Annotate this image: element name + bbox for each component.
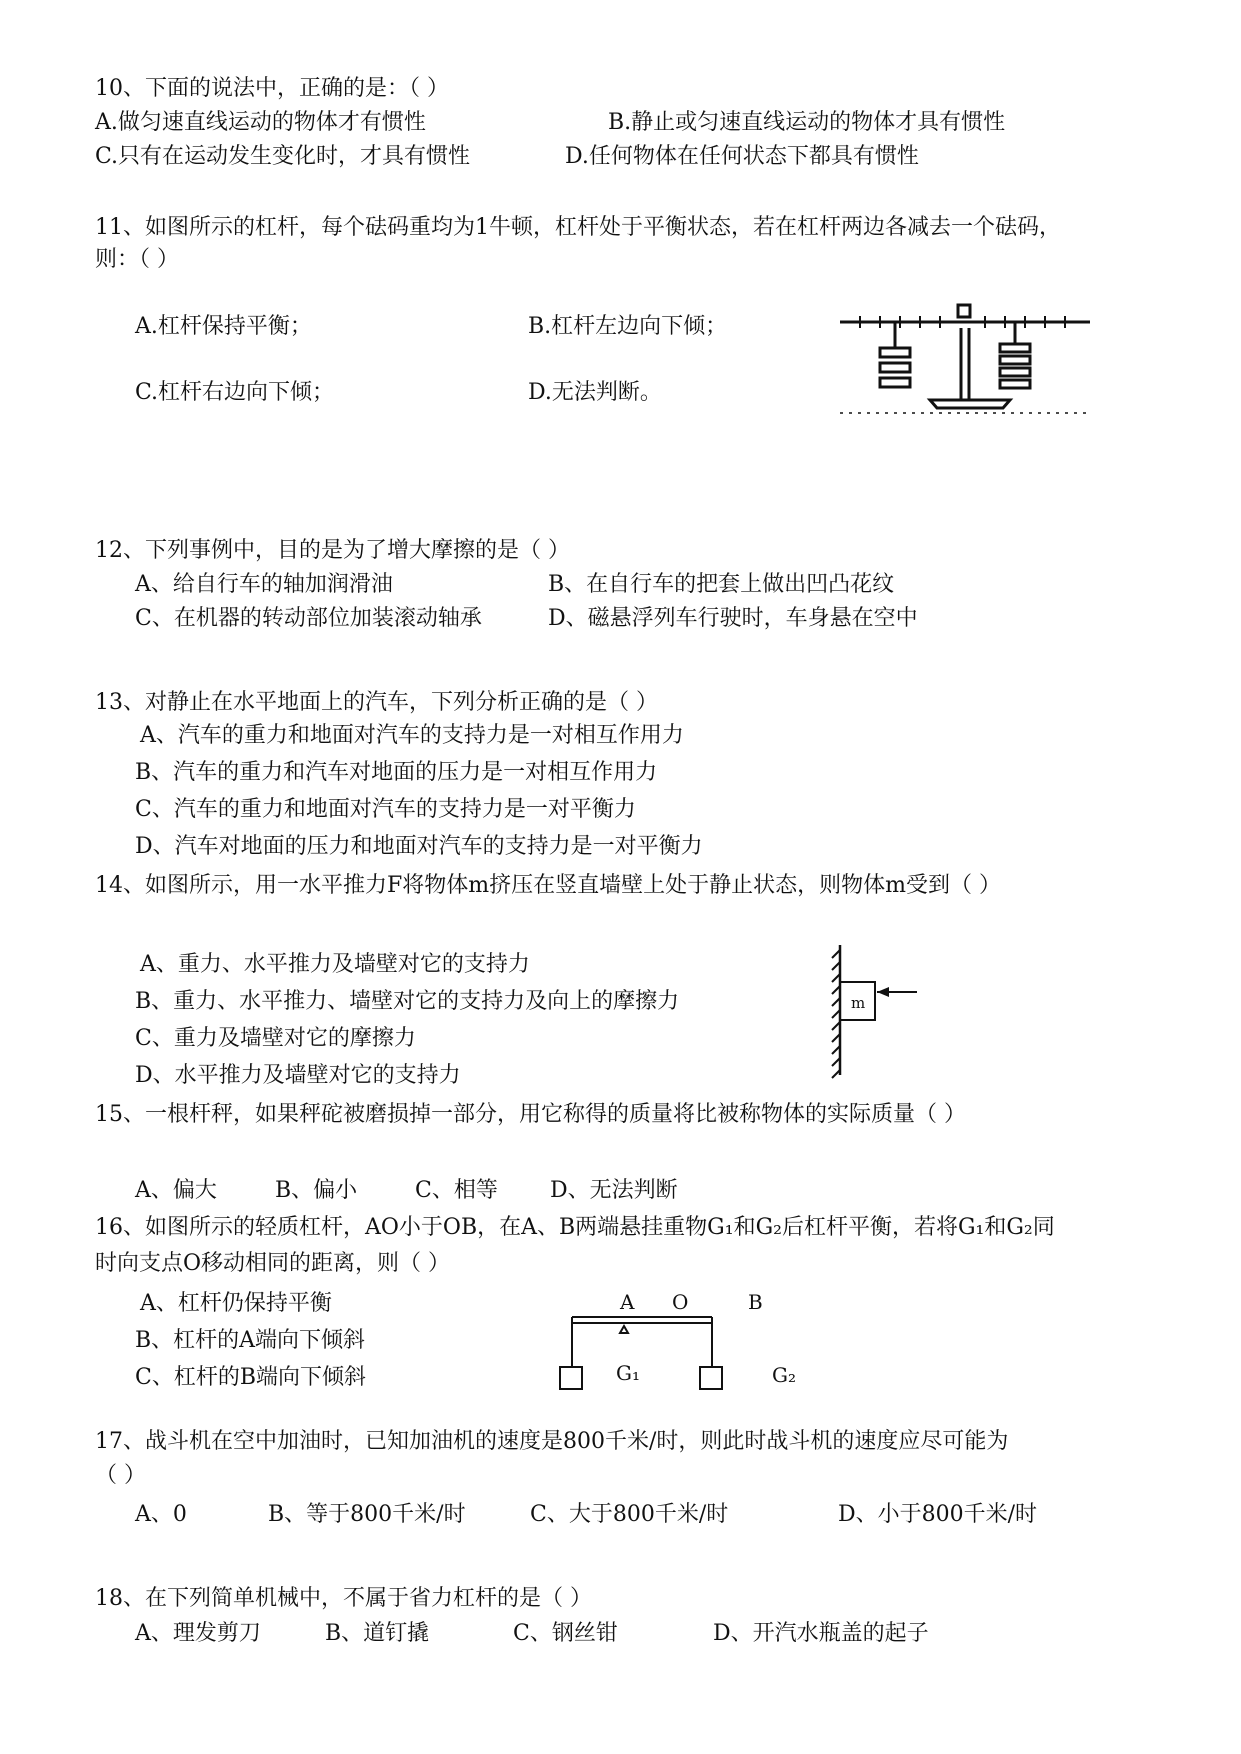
q14-option-a: A、重力、水平推力及墙壁对它的支持力	[140, 952, 530, 977]
q13-option-d: D、汽车对地面的压力和地面对汽车的支持力是一对平衡力	[135, 834, 703, 859]
q10-stem: 10、下面的说法中，正确的是：（ ）	[95, 76, 449, 101]
q13-stem: 13、对静止在水平地面上的汽车，下列分析正确的是（ ）	[95, 690, 658, 715]
lever-label-a: A	[620, 1290, 635, 1314]
q13-option-b: B、汽车的重力和汽车对地面的压力是一对相互作用力	[135, 760, 658, 785]
q16-option-b: B、杠杆的A端向下倾斜	[135, 1328, 366, 1353]
lever-label-b: B	[748, 1290, 763, 1314]
q14-stem: 14、如图所示，用一水平推力F将物体m挤压在竖直墙壁上处于静止状态，则物体m受到（ ）	[95, 873, 1001, 898]
q17-option-a: A、0	[135, 1502, 187, 1527]
q12-stem: 12、下列事例中，目的是为了增大摩擦的是（ ）	[95, 538, 570, 563]
q11-option-b: B.杠杆左边向下倾；	[528, 314, 728, 339]
q11-option-a: A.杠杆保持平衡；	[135, 314, 312, 339]
q10-option-a: A.做匀速直线运动的物体才有惯性	[95, 110, 426, 135]
q14-option-b: B、重力、水平推力、墙壁对它的支持力及向上的摩擦力	[135, 989, 680, 1014]
q18-option-d: D、开汽水瓶盖的起子	[713, 1621, 929, 1646]
q10-option-d: D.任何物体在任何状态下都具有惯性	[565, 144, 919, 169]
q17-stem-line1: 17、战斗机在空中加油时，已知加油机的速度是800千米/时，则此时战斗机的速度应尽可能为	[95, 1429, 1009, 1454]
q18-option-c: C、钢丝钳	[513, 1621, 618, 1646]
q15-option-b: B、偏小	[275, 1178, 358, 1203]
lever-label-g2: G₂	[772, 1363, 796, 1387]
q10-option-b: B.静止或匀速直线运动的物体才具有惯性	[608, 110, 1006, 135]
wall-block-figure	[825, 940, 935, 1080]
q18-option-a: A、理发剪刀	[135, 1621, 261, 1646]
q17-stem-line2: （ ）	[95, 1463, 146, 1488]
q10-option-c: C.只有在运动发生变化时，才具有惯性	[95, 144, 471, 169]
q16-option-a: A、杠杆仍保持平衡	[140, 1291, 332, 1316]
lever-label-o: O	[672, 1290, 689, 1314]
light-lever-figure	[550, 1285, 800, 1395]
q14-option-c: C、重力及墙壁对它的摩擦力	[135, 1026, 416, 1051]
q16-option-c: C、杠杆的B端向下倾斜	[135, 1365, 367, 1390]
q11-option-d: D.无法判断。	[528, 380, 662, 405]
q11-stem-line2: 则：（ ）	[95, 247, 179, 272]
q17-option-c: C、大于800千米/时	[530, 1502, 729, 1527]
q11-stem-line1: 11、如图所示的杠杆，每个砝码重均为1牛顿，杠杆处于平衡状态，若在杠杆两边各减去一个砝码，	[95, 215, 1061, 240]
q12-option-d: D、磁悬浮列车行驶时，车身悬在空中	[548, 606, 918, 631]
q18-stem: 18、在下列简单机械中，不属于省力杠杆的是（ ）	[95, 1586, 592, 1611]
q12-option-b: B、在自行车的把套上做出凹凸花纹	[548, 572, 895, 597]
lever-label-g1: G₁	[616, 1361, 640, 1385]
q17-option-b: B、等于800千米/时	[268, 1502, 466, 1527]
q11-option-c: C.杠杆右边向下倾；	[135, 380, 335, 405]
q12-option-a: A、给自行车的轴加润滑油	[135, 572, 393, 597]
q15-option-a: A、偏大	[135, 1178, 217, 1203]
block-mass-label: m	[851, 994, 866, 1012]
q15-option-c: C、相等	[415, 1178, 498, 1203]
q17-option-d: D、小于800千米/时	[838, 1502, 1038, 1527]
q16-stem-line2: 时向支点O移动相同的距离，则（ ）	[95, 1251, 451, 1276]
lever-weights-figure	[835, 300, 1095, 415]
q13-option-c: C、汽车的重力和地面对汽车的支持力是一对平衡力	[135, 797, 636, 822]
q13-option-a: A、汽车的重力和地面对汽车的支持力是一对相互作用力	[140, 723, 684, 748]
q18-option-b: B、道钉撬	[325, 1621, 430, 1646]
q15-stem: 15、一根杆秤，如果秤砣被磨损掉一部分，用它称得的质量将比被称物体的实际质量（ ）	[95, 1102, 966, 1127]
q16-stem-line1: 16、如图所示的轻质杠杆，AO小于OB，在A、B两端悬挂重物G₁和G₂后杠杆平衡，若将G₁和G₂同	[95, 1215, 1055, 1240]
q15-option-d: D、无法判断	[550, 1178, 678, 1203]
q14-option-d: D、水平推力及墙壁对它的支持力	[135, 1063, 461, 1088]
q12-option-c: C、在机器的转动部位加装滚动轴承	[135, 606, 482, 631]
